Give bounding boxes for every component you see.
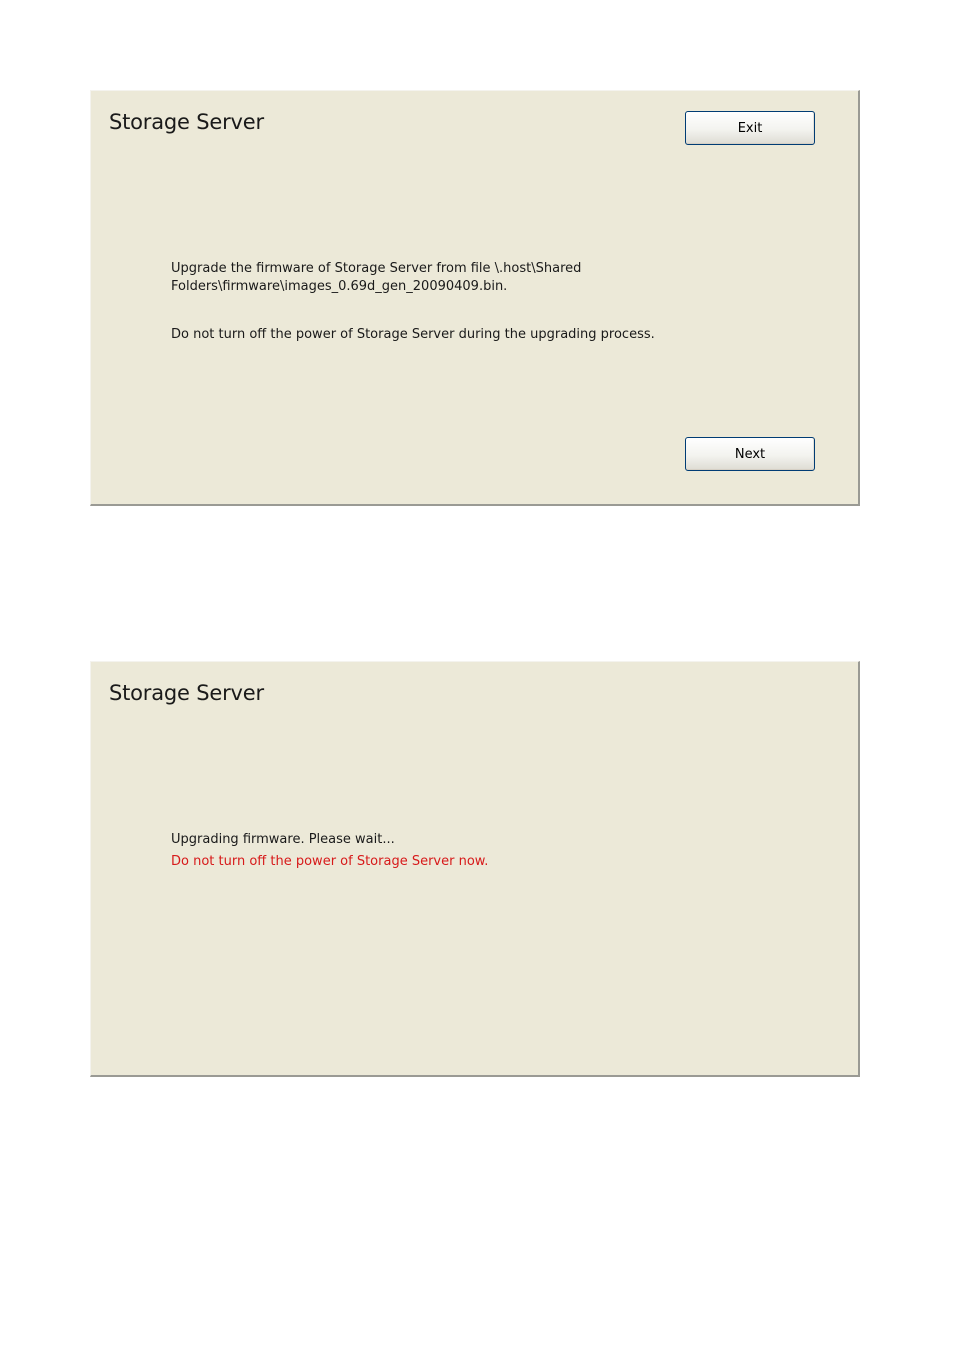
power-warning-text: Do not turn off the power of Storage Server during the upgrading process. [171,327,655,342]
next-button[interactable]: Next [685,437,815,471]
exit-button[interactable]: Exit [685,111,815,145]
upgrading-status-text: Upgrading firmware. Please wait... [171,832,395,847]
dialog-title: Storage Server [109,110,264,134]
power-warning-text: Do not turn off the power of Storage Server now. [171,854,489,869]
dialog-title: Storage Server [109,681,264,705]
upgrade-message-line1: Upgrade the firmware of Storage Server from file \.host\Shared [171,261,582,276]
upgrade-progress-dialog [90,661,860,1077]
upgrade-confirm-dialog [90,90,860,506]
upgrade-message-line2: Folders\firmware\images_0.69d_gen_20090409.bin. [171,279,508,294]
